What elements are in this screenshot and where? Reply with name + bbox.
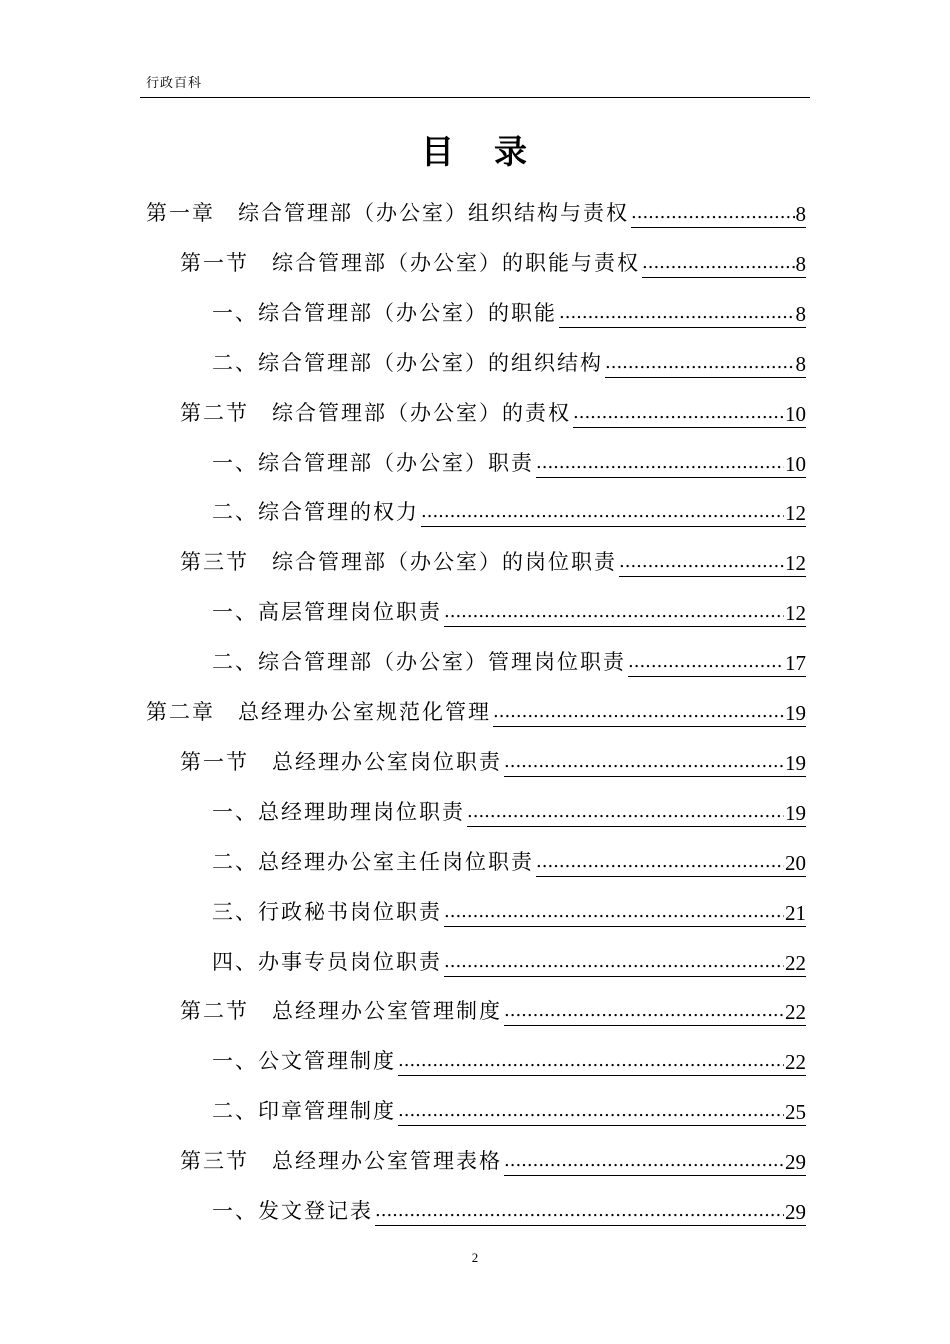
toc-title-part2: 录 [494, 132, 529, 171]
toc-dot-leader [573, 401, 784, 428]
toc-dot-leader [628, 650, 784, 677]
toc-entry[interactable] [180, 390, 806, 428]
toc-dot-leader [631, 201, 795, 228]
toc-entry-page: 22 [785, 1000, 806, 1025]
toc-entry-page: 25 [785, 1100, 806, 1125]
toc-entry-page: 29 [785, 1150, 806, 1175]
toc-dot-leader [504, 1149, 784, 1176]
toc-entry[interactable] [212, 939, 806, 977]
toc-entry[interactable] [212, 1038, 806, 1076]
toc-entry-label: 一、公文管理制度 [212, 1049, 396, 1074]
toc-title-part1: 目 [421, 132, 456, 171]
toc-dot-leader [398, 1099, 784, 1126]
toc-entry[interactable] [180, 240, 806, 278]
footer-page-number: 2 [471, 1250, 479, 1265]
toc-entry-page: 8 [795, 251, 806, 276]
toc-dot-leader [493, 700, 784, 727]
toc-entry-page: 22 [785, 950, 806, 975]
toc-entry[interactable] [212, 789, 806, 827]
toc-dot-leader [605, 351, 795, 378]
toc-entry[interactable] [212, 839, 806, 877]
toc-entry[interactable] [212, 1088, 806, 1126]
toc-entry-label: 第二节 综合管理部（办公室）的责权 [180, 400, 571, 425]
toc-entry-page: 8 [795, 351, 806, 376]
toc-entry[interactable] [180, 1138, 806, 1176]
toc-entry[interactable] [212, 889, 806, 927]
toc-entry-page: 21 [785, 900, 806, 925]
toc-entry-page: 17 [785, 651, 806, 676]
toc-entry-page: 8 [795, 202, 806, 226]
toc-entry[interactable] [180, 739, 806, 777]
toc-entry[interactable] [212, 639, 806, 677]
toc-entry-label: 第一章 综合管理部（办公室）组织结构与责权 [146, 201, 629, 225]
toc-dot-leader [444, 900, 784, 927]
toc-title [0, 126, 950, 173]
toc-dot-leader [444, 600, 784, 627]
toc-dot-leader [398, 1049, 784, 1076]
toc-entry-label: 一、总经理助理岗位职责 [212, 799, 465, 824]
toc-dot-leader [421, 500, 784, 527]
toc-entry-label: 第三节 总经理办公室管理表格 [180, 1149, 502, 1174]
toc-entry-label: 二、总经理办公室主任岗位职责 [212, 849, 534, 874]
toc-dot-leader [619, 550, 784, 577]
toc-entry-page: 29 [785, 1200, 806, 1224]
toc-entry[interactable] [180, 539, 806, 577]
toc-dot-leader [536, 451, 784, 478]
toc-entry-page: 12 [785, 551, 806, 576]
toc-entry-label: 四、办事专员岗位职责 [212, 949, 442, 974]
toc-dot-leader [559, 301, 795, 328]
toc-entry-label: 第二节 总经理办公室管理制度 [180, 999, 502, 1024]
toc-entry-page: 22 [785, 1050, 806, 1075]
toc-entry-label: 一、高层管理岗位职责 [212, 600, 442, 625]
toc-entry-label: 二、综合管理部（办公室）管理岗位职责 [212, 650, 626, 675]
toc-entry-label: 第三节 综合管理部（办公室）的岗位职责 [180, 550, 617, 575]
toc-entry-page: 8 [795, 301, 806, 326]
toc-entry-page: 12 [785, 501, 806, 526]
toc-entry-label: 二、印章管理制度 [212, 1099, 396, 1124]
toc-entry-label: 三、行政秘书岗位职责 [212, 899, 442, 924]
toc-entry[interactable] [212, 589, 806, 627]
toc-entry-page: 10 [785, 451, 806, 476]
toc-entry-label: 第一节 综合管理部（办公室）的职能与责权 [180, 250, 640, 275]
toc-dot-leader [467, 800, 784, 827]
toc-entry-page: 10 [785, 401, 806, 426]
toc-entry[interactable] [212, 290, 806, 328]
header-rule [140, 97, 810, 98]
toc-entry[interactable] [180, 988, 806, 1026]
toc-entry-label: 一、发文登记表 [212, 1199, 373, 1223]
toc-entry-label: 第一节 总经理办公室岗位职责 [180, 749, 502, 774]
toc-dot-leader [504, 999, 784, 1026]
toc-dot-leader [444, 950, 784, 977]
toc-entry[interactable] [146, 190, 806, 228]
toc-dot-leader [642, 251, 795, 278]
toc-entry[interactable] [212, 489, 806, 527]
toc-dot-leader [536, 850, 784, 877]
toc-entry-page: 19 [785, 750, 806, 775]
toc-entry-page: 20 [785, 850, 806, 875]
toc-entry-page: 19 [785, 800, 806, 825]
toc-entry-label: 第二章 总经理办公室规范化管理 [146, 700, 491, 724]
page-header-text: 行政百科 [146, 76, 203, 91]
toc-entry[interactable] [212, 340, 806, 378]
toc-entry-label: 一、综合管理部（办公室）的职能 [212, 300, 557, 325]
toc-dot-leader [375, 1199, 784, 1226]
toc-entry-label: 二、综合管理部（办公室）的组织结构 [212, 350, 603, 375]
toc-entry[interactable] [212, 1188, 806, 1226]
toc-entry-page: 19 [785, 701, 806, 725]
toc-entry-page: 12 [785, 601, 806, 626]
toc-entry[interactable] [146, 689, 806, 727]
toc-entry-label: 二、综合管理的权力 [212, 500, 419, 525]
toc-entry-label: 一、综合管理部（办公室）职责 [212, 450, 534, 475]
toc-dot-leader [504, 750, 784, 777]
toc-entry[interactable] [212, 440, 806, 478]
